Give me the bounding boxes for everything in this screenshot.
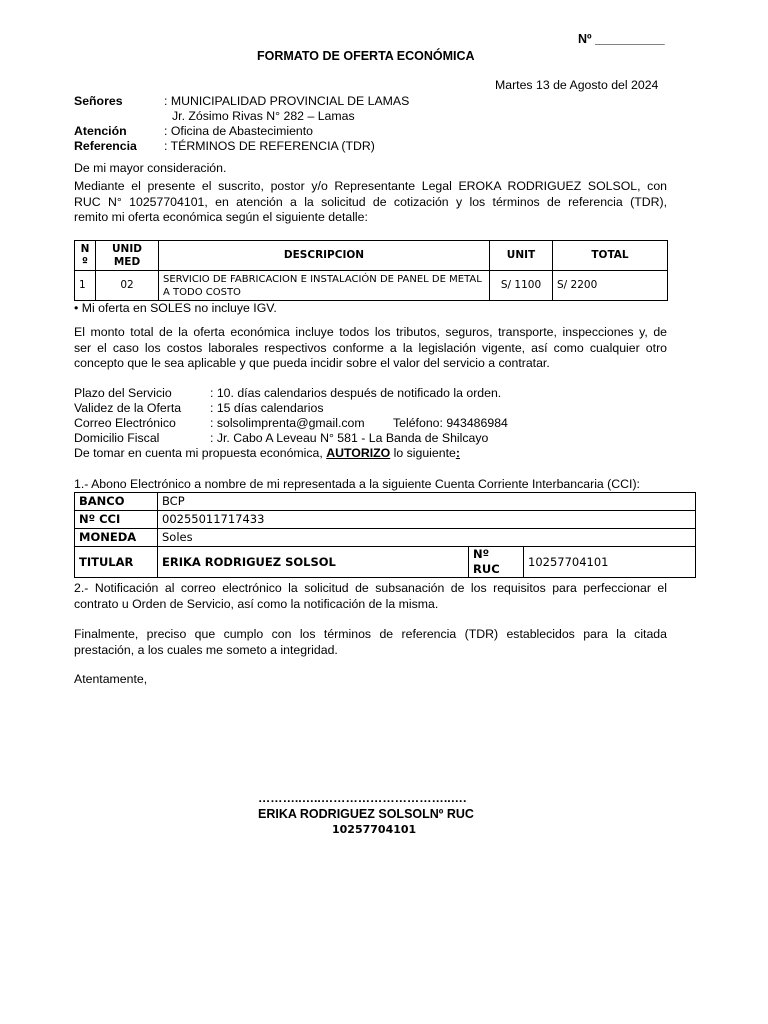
autorizo-line — [74, 446, 460, 460]
plazo-label: Plazo del Servicio — [74, 386, 172, 400]
closing-paragraph — [74, 627, 667, 658]
senores-label: Señores — [74, 94, 123, 108]
farewell: Atentamente, — [74, 672, 148, 686]
cell-unit: S/ 1100 — [490, 271, 553, 301]
col-header-desc: DESCRIPCION — [159, 241, 490, 271]
atencion-value: : Oficina de Abastecimiento — [164, 124, 314, 138]
notification-line-1: 2.- Notificación al correo electrónico la solicitud de subsanación de los requisitos para perfeccionar el — [74, 581, 667, 595]
intro-line-2: RUC N° 10257704101, en atención a la solicitud de cotización y los términos de referencia (TDR), — [74, 194, 667, 209]
ruc-value: 10257704101 — [524, 547, 696, 578]
amount-line-3: concepto que le sea aplicable y que pueda incidir sobre el valor del servicio a contratar. — [74, 356, 550, 370]
titular-value: ERIKA RODRIGUEZ SOLSOL — [158, 547, 469, 578]
document-date: Martes 13 de Agosto del 2024 — [495, 78, 659, 92]
table-row — [75, 529, 696, 547]
domicilio-value: : Jr. Cabo A Leveau N° 581 - La Banda de Shilcayo — [210, 431, 489, 445]
senores-value: : MUNICIPALIDAD PROVINCIAL DE LAMAS — [164, 94, 410, 108]
amount-paragraph — [74, 325, 667, 372]
signature-name: ERIKA RODRIGUEZ SOLSOLNº RUC — [258, 807, 474, 821]
autorizo-pre: De tomar en cuenta mi propuesta económica, — [74, 446, 327, 460]
correo-value: : solsolimprenta@gmail.com — [210, 416, 365, 430]
col-header-n: N º — [75, 241, 96, 271]
cci-value: 00255011717433 — [158, 511, 696, 529]
domicilio-label: Domicilio Fiscal — [74, 431, 160, 445]
moneda-label: MONEDA — [75, 529, 158, 547]
telefono-value: Teléfono: 943486984 — [393, 416, 508, 430]
notification-line-2: contrato u Orden de Servicio, así como la notificación de la misma. — [74, 596, 439, 611]
col-header-unid: UNID MED — [96, 241, 159, 271]
address-line: Jr. Zósimo Rivas N° 282 – Lamas — [172, 109, 355, 123]
titular-label: TITULAR — [75, 547, 158, 578]
closing-line-1: Finalmente, preciso que cumplo con los términos de referencia (TDR) establecidos para la citada — [74, 627, 667, 641]
cell-n: 1 — [75, 271, 96, 301]
intro-line-3: remito mi oferta económica según el siguiente detalle: — [74, 210, 368, 224]
table-row — [75, 271, 668, 301]
atencion-label: Atención — [74, 124, 127, 138]
notification-paragraph — [74, 581, 667, 612]
signature-line: ………..…..…………………………..…. — [258, 791, 467, 805]
banco-label: BANCO — [75, 493, 158, 511]
bank-table — [74, 492, 696, 578]
document-title: FORMATO DE OFERTA ECONÓMICA — [257, 49, 475, 63]
ruc-label: Nº RUC — [469, 547, 524, 578]
col-header-unit: UNIT — [490, 241, 553, 271]
document-number: Nº __________ — [578, 32, 665, 46]
intro-line-1: Mediante el presente el suscrito, postor y/o Representante Legal EROKA RODRIGUEZ SOLSOL, con — [74, 179, 667, 193]
table-row — [75, 511, 696, 529]
offer-table — [74, 240, 668, 301]
banco-value: BCP — [158, 493, 696, 511]
cell-desc: SERVICIO DE FABRICACION E INSTALACIÓN DE PANEL DE METAL A TODO COSTO — [159, 271, 490, 301]
cci-label: Nº CCI — [75, 511, 158, 529]
bank-heading: 1.- Abono Electrónico a nombre de mi representada a la siguiente Cuenta Corriente Interbancaria (CCI): — [74, 477, 640, 491]
moneda-value: Soles — [158, 529, 696, 547]
validez-label: Validez de la Oferta — [74, 401, 182, 415]
signature-ruc: 10257704101 — [332, 823, 417, 836]
autorizo-word: AUTORIZO — [326, 446, 391, 460]
greeting: De mi mayor consideración. — [74, 161, 227, 175]
cell-unid: 02 — [96, 271, 159, 301]
referencia-label: Referencia — [74, 139, 137, 153]
table-row — [75, 547, 696, 578]
intro-paragraph — [74, 179, 667, 226]
table-row — [75, 493, 696, 511]
autorizo-post: lo siguiente — [390, 446, 456, 460]
referencia-value: : TÉRMINOS DE REFERENCIA (TDR) — [164, 139, 375, 153]
cell-total: S/ 2200 — [553, 271, 668, 301]
correo-label: Correo Electrónico — [74, 416, 176, 430]
amount-line-1: El monto total de la oferta económica incluye todos los tributos, seguros, transporte, inspecciones y, de — [74, 325, 667, 339]
igv-note: • Mi oferta en SOLES no incluye IGV. — [74, 301, 277, 315]
amount-line-2: ser el caso los costos laborales respectivos conforme a la legislación vigente, así como cualquier otro — [74, 340, 667, 355]
col-header-total: TOTAL — [553, 241, 668, 271]
validez-value: : 15 días calendarios — [210, 401, 324, 415]
plazo-value: : 10. días calendarios después de notificado la orden. — [210, 386, 502, 400]
closing-line-2: prestación, a los cuales me someto a integridad. — [74, 642, 338, 657]
offer-table-header — [75, 241, 668, 271]
autorizo-colon: : — [455, 446, 460, 460]
